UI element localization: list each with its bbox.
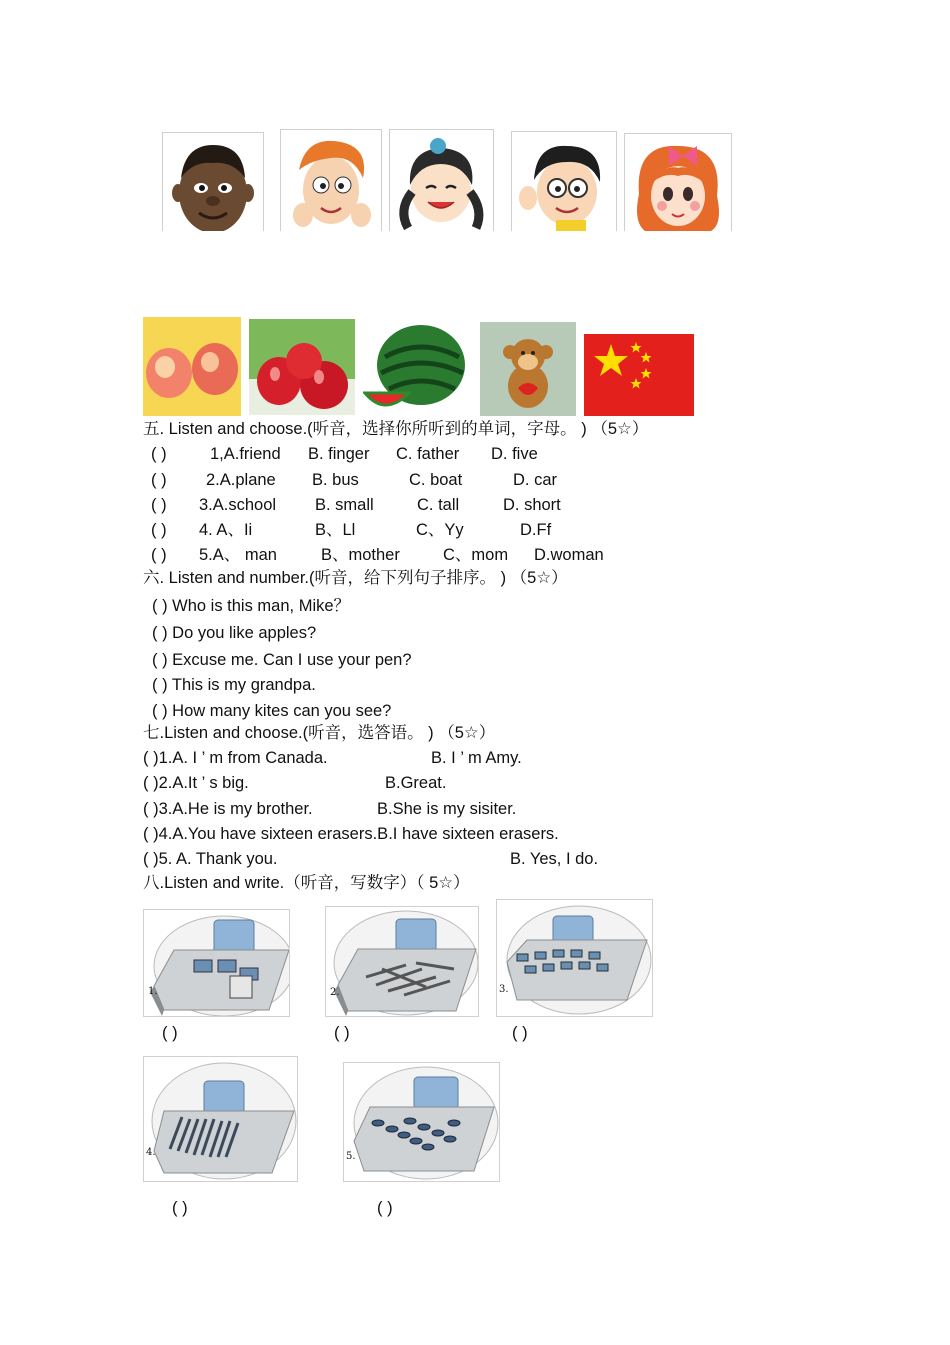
s5-item5-b: B、mother <box>321 546 400 564</box>
s5-item2-b: B. bus <box>312 471 359 489</box>
s7-item1-b: B. I ’ m Amy. <box>431 749 522 767</box>
peaches-picture <box>143 317 241 416</box>
s6-item5[interactable]: ( ) How many kites can you see? <box>152 702 392 720</box>
s5-item1-b: B. finger <box>308 445 370 463</box>
panel-number-4: 4. <box>146 1147 156 1158</box>
s5-item5-c: C、mom <box>443 546 509 564</box>
desk-picture-5 <box>343 1062 500 1182</box>
s5-item4-a: 4. A、Ii <box>199 521 253 539</box>
s5-item3-c: C. tall <box>417 496 460 514</box>
s5-item4-b: B、Ll <box>315 521 356 539</box>
s5-item1-c: C. father <box>396 445 460 463</box>
section7-heading: 七.Listen and choose.(听音，选答语。 ) （5☆） <box>143 724 496 742</box>
toy-monkey-picture <box>480 322 576 416</box>
s8-blank-3[interactable]: ( ) <box>512 1024 528 1042</box>
section8-heading: 八.Listen and write.（听音，写数字）（ 5☆） <box>143 874 470 892</box>
s5-item4-c: C、Yy <box>416 521 464 539</box>
boy-glasses-face-picture <box>511 131 617 231</box>
s5-item5-d: D.woman <box>534 546 604 564</box>
s5-item3-b: B. small <box>315 496 374 514</box>
s7-item4-a[interactable]: ( )4.A.You have sixteen erasers.B.I have sixteen erasers. <box>143 825 559 843</box>
girl-pigtails-face-picture <box>389 129 494 231</box>
s7-item5-a[interactable]: ( )5. A. Thank you. <box>143 850 278 868</box>
s8-blank-5[interactable]: ( ) <box>377 1199 393 1217</box>
s5-item1-paren[interactable]: ( ) <box>151 445 167 463</box>
s8-blank-4[interactable]: ( ) <box>172 1199 188 1217</box>
panel-number-1: 1. <box>148 986 158 997</box>
s8-blank-1[interactable]: ( ) <box>162 1024 178 1042</box>
s6-item2[interactable]: ( ) Do you like apples? <box>152 624 317 642</box>
desk-picture-4 <box>143 1056 298 1182</box>
s7-item1-a[interactable]: ( )1.A. I ’ m from Canada. <box>143 749 328 767</box>
s5-item3-d: D. short <box>503 496 561 514</box>
s5-item2-d: D. car <box>513 471 558 489</box>
panel-number-5: 5. <box>346 1151 356 1162</box>
panel-number-2: 2. <box>330 987 340 998</box>
apples-picture <box>249 319 355 415</box>
s5-item4-paren[interactable]: ( ) <box>151 521 167 539</box>
watermelon-picture <box>363 317 471 415</box>
s5-item2-a: 2.A.plane <box>206 471 276 489</box>
s5-item5-paren[interactable]: ( ) <box>151 546 167 564</box>
s5-item1-d: D. five <box>491 445 538 463</box>
panel-number-3: 3. <box>499 984 509 995</box>
boy-dark-face-picture <box>162 132 264 231</box>
s5-item2-paren[interactable]: ( ) <box>151 471 167 489</box>
s5-item3-a: 3.A.school <box>199 496 277 514</box>
s7-item5-b: B. Yes, I do. <box>510 850 599 868</box>
desk-picture-1 <box>143 909 290 1017</box>
s6-item1[interactable]: ( ) Who is this man, Mike？ <box>152 597 351 615</box>
s5-item3-paren[interactable]: ( ) <box>151 496 167 514</box>
section6-heading: 六. Listen and number.(听音，给下列句子排序。 ) （5☆） <box>143 569 568 587</box>
china-flag-picture <box>584 334 694 416</box>
boy-orange-hair-face-picture <box>280 129 382 231</box>
s5-item1-a: 1,A.friend <box>210 445 281 463</box>
s6-item4[interactable]: ( ) This is my grandpa. <box>152 676 316 694</box>
s5-item4-d: D.Ff <box>520 521 552 539</box>
s5-item5-a: 5.A、 man <box>199 546 277 564</box>
s7-item3-b: B.She is my sisiter. <box>377 800 517 818</box>
s7-item3-a[interactable]: ( )3.A.He is my brother. <box>143 800 313 818</box>
s7-item2-a[interactable]: ( )2.A.It ’ s big. <box>143 774 249 792</box>
desk-picture-2 <box>325 906 479 1017</box>
s8-blank-2[interactable]: ( ) <box>334 1024 350 1042</box>
s7-item2-b: B.Great. <box>385 774 447 792</box>
girl-bow-face-picture <box>624 133 732 231</box>
desk-picture-3 <box>496 899 653 1017</box>
s6-item3[interactable]: ( ) Excuse me. Can I use your pen? <box>152 651 412 669</box>
section5-heading: 五. Listen and choose.(听音，选择你所听到的单词，字母。 ) （5☆） <box>143 420 649 438</box>
s5-item2-c: C. boat <box>409 471 463 489</box>
